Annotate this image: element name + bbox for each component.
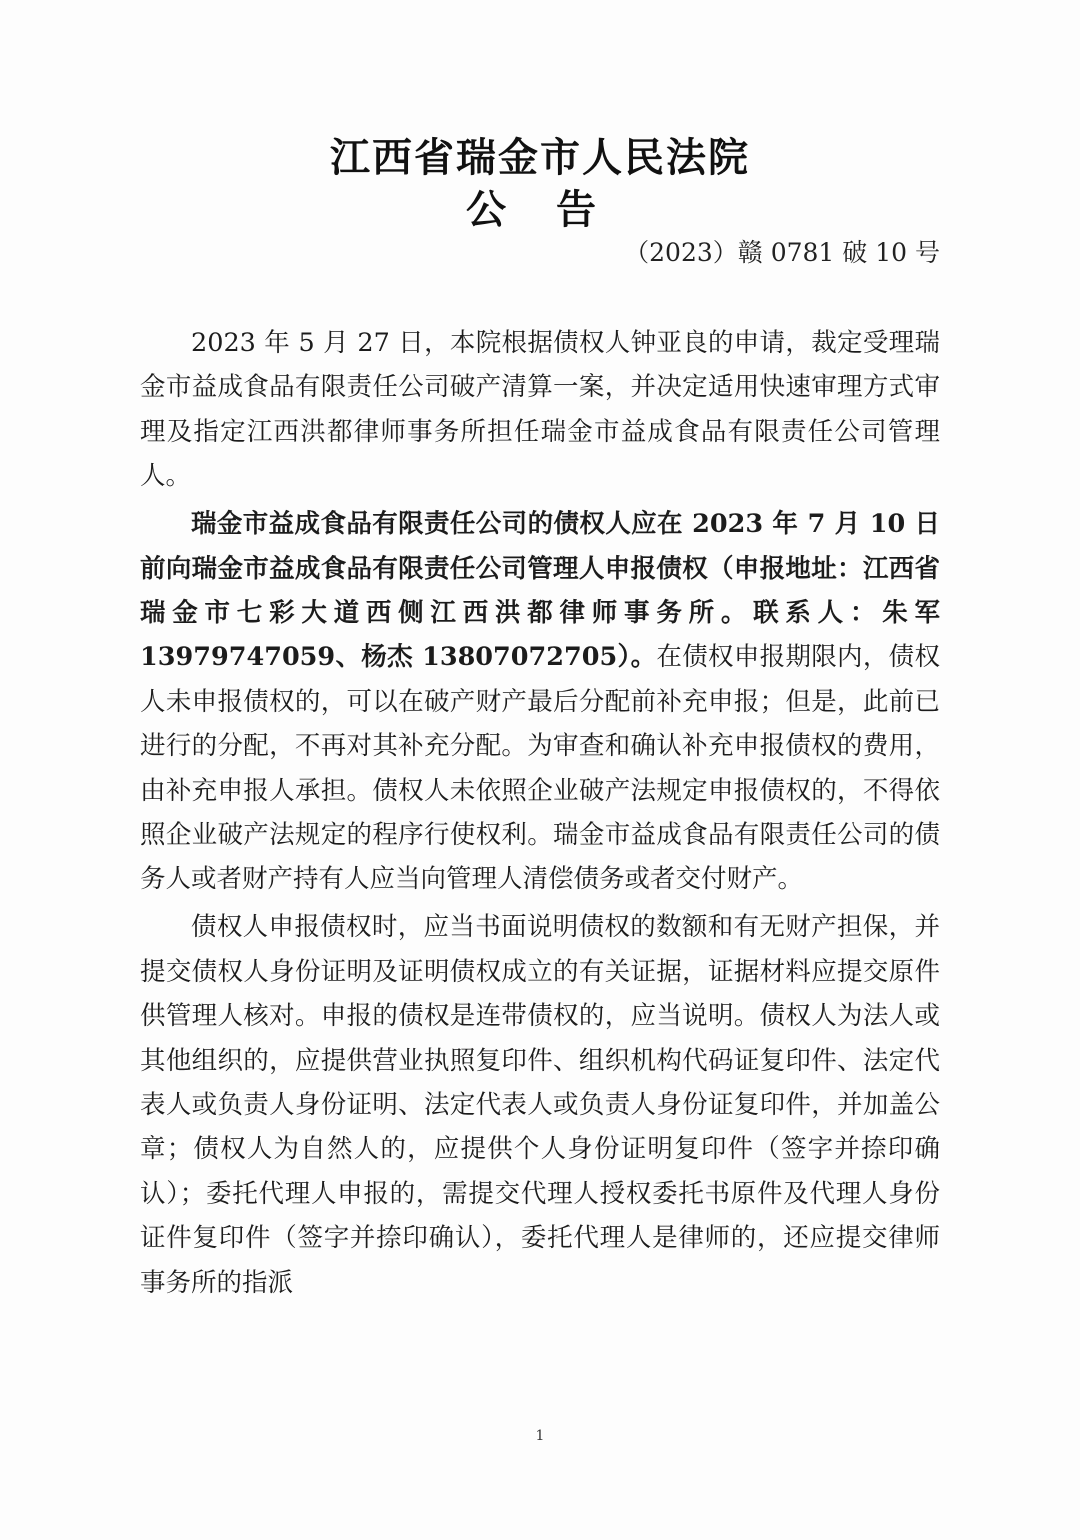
claim-rules-text: 在债权申报期限内，债权人未申报债权的，可以在破产财产最后分配前补充申报；但是，此前已进行的分配，不再对其补充分配。为审查和确认补充申报债权的费用，由补充申报人承担。债权人未依照企业破产法规定申报债权的，不得依照企业破产法规定的程序行使权利。瑞金市益成食品有限责任公司的债务人或者财产持有人应当向管理人清偿债务或者交付财产。: [140, 642, 940, 895]
page-number: 1: [535, 1428, 545, 1444]
case-number: （2023）赣 0781 破 10 号: [624, 238, 940, 267]
paragraph-claim-requirements: 债权人申报债权时，应当书面说明债权的数额和有无财产担保，并提交债权人身份证明及证明债权成立的有关证据，证据材料应提交原件供管理人核对。申报的债权是连带债权的，应当说明。债权人为法人或其他组织的，应提供营业执照复印件、组织机构代码证复印件、法定代表人或负责人身份证明、法定代表人或负责人身份证复印件，并加盖公章；债权人为自然人的，应提供个人身份证明复印件（签字并捺印确认）；委托代理人申报的，需提交代理人授权委托书原件及代理人身份证件复印件（签字并捺印确认），委托代理人是律师的，还应提交律师事务所的指派: [140, 912, 940, 1298]
paragraph-acceptance: 2023 年 5 月 27 日，本院根据债权人钟亚良的申请，裁定受理瑞金市益成食品有限责任公司破产清算一案，并决定适用快速审理方式审理及指定江西洪都律师事务所担任瑞金市益成食品有限责任公司管理人。: [140, 328, 940, 492]
document-type-heading: 公 告: [466, 186, 614, 233]
court-name-heading: 江西省瑞金市人民法院: [330, 134, 750, 181]
notice-body: [140, 321, 940, 1308]
claim-deadline-text: 瑞金市益成食品有限责任公司的债权人应在 2023 年 7 月 10 日前向瑞金市益成食品有限责任公司管理人申报债权（申报地址：江西省瑞金市七彩大道西侧江西洪都律师事务所。联系人：朱军 13979747059、杨杰 13807072705）。: [140, 509, 940, 673]
paragraph-claim-deadline: [140, 502, 940, 902]
